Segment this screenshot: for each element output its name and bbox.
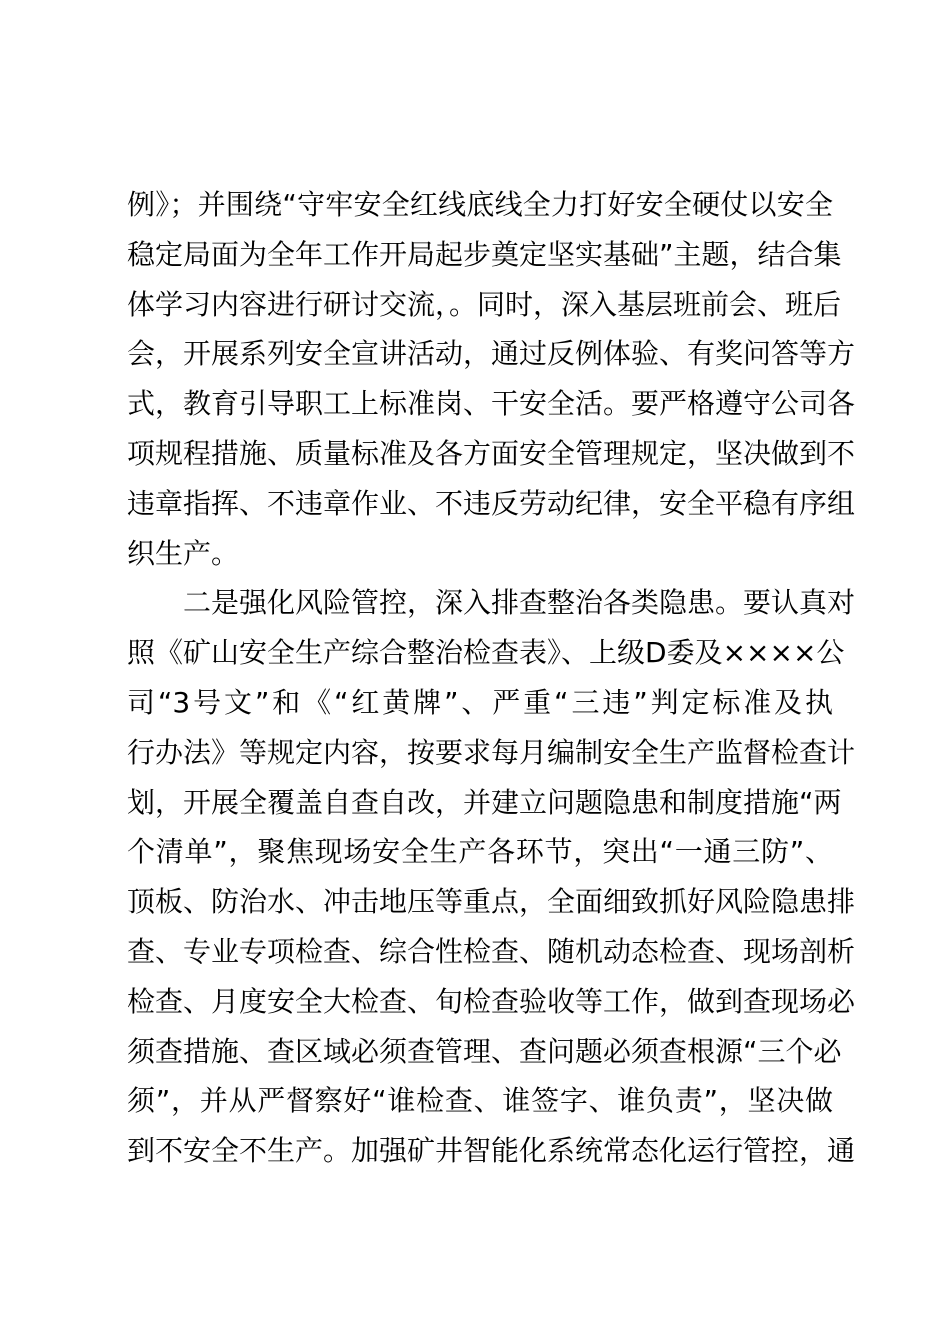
text-line: 须查措施、查区域必须查管理、查问题必须查根源“三个必 xyxy=(127,1034,842,1068)
text-line: 二是强化风险管控，深入排查整治各类隐患。要认真对 xyxy=(127,586,856,620)
text-line: 照《矿山安全生产综合整治检查表》、上级D委及××××公 xyxy=(127,636,845,670)
text-line: 检查、月度安全大检查、旬检查验收等工作，做到查现场必 xyxy=(127,984,856,1018)
document-body xyxy=(127,180,856,1176)
text-line: 会，开展系列安全宣讲活动，通过反例体验、有奖问答等方 xyxy=(127,337,856,371)
text-line: 司“3号文”和《“红黄牌”、严重“三违”判定标准及执 xyxy=(127,685,833,719)
text-line: 划，开展全覆盖自查自改，并建立问题隐患和制度措施“两 xyxy=(127,785,842,819)
text-line: 顶板、防治水、冲击地压等重点，全面细致抓好风险隐患排 xyxy=(127,885,856,919)
text-line: 个清单”，聚焦现场安全生产各环节，突出“一通三防”、 xyxy=(127,835,833,869)
paragraph-2 xyxy=(127,578,856,1176)
text-line: 稳定局面为全年工作开局起步奠定坚实基础”主题，结合集 xyxy=(127,237,842,271)
text-line: 例》；并围绕“守牢安全红线底线全力打好安全硬仗以安全 xyxy=(127,188,833,221)
text-line: 项规程措施、质量标准及各方面安全管理规定，坚决做到不 xyxy=(127,436,856,470)
text-line: 行办法》等规定内容，按要求每月编制安全生产监督检查计 xyxy=(127,735,856,769)
text-line: 到不安全不生产。加强矿井智能化系统常态化运行管控，通 xyxy=(127,1134,856,1168)
paragraph-1 xyxy=(127,180,856,578)
text-line: 违章指挥、不违章作业、不违反劳动纪律，安全平稳有序组 xyxy=(127,486,856,520)
text-line: 须”，并从严督察好“谁检查、谁签字、谁负责”，坚决做 xyxy=(127,1084,833,1118)
text-line: 体学习内容进行研讨交流，。同时，深入基层班前会、班后 xyxy=(127,287,842,321)
text-line: 织生产。 xyxy=(127,536,240,570)
text-line: 查、专业专项检查、综合性检查、随机动态检查、现场剖析 xyxy=(127,934,856,968)
text-line: 式，教育引导职工上标准岗、干安全活。要严格遵守公司各 xyxy=(127,387,856,421)
